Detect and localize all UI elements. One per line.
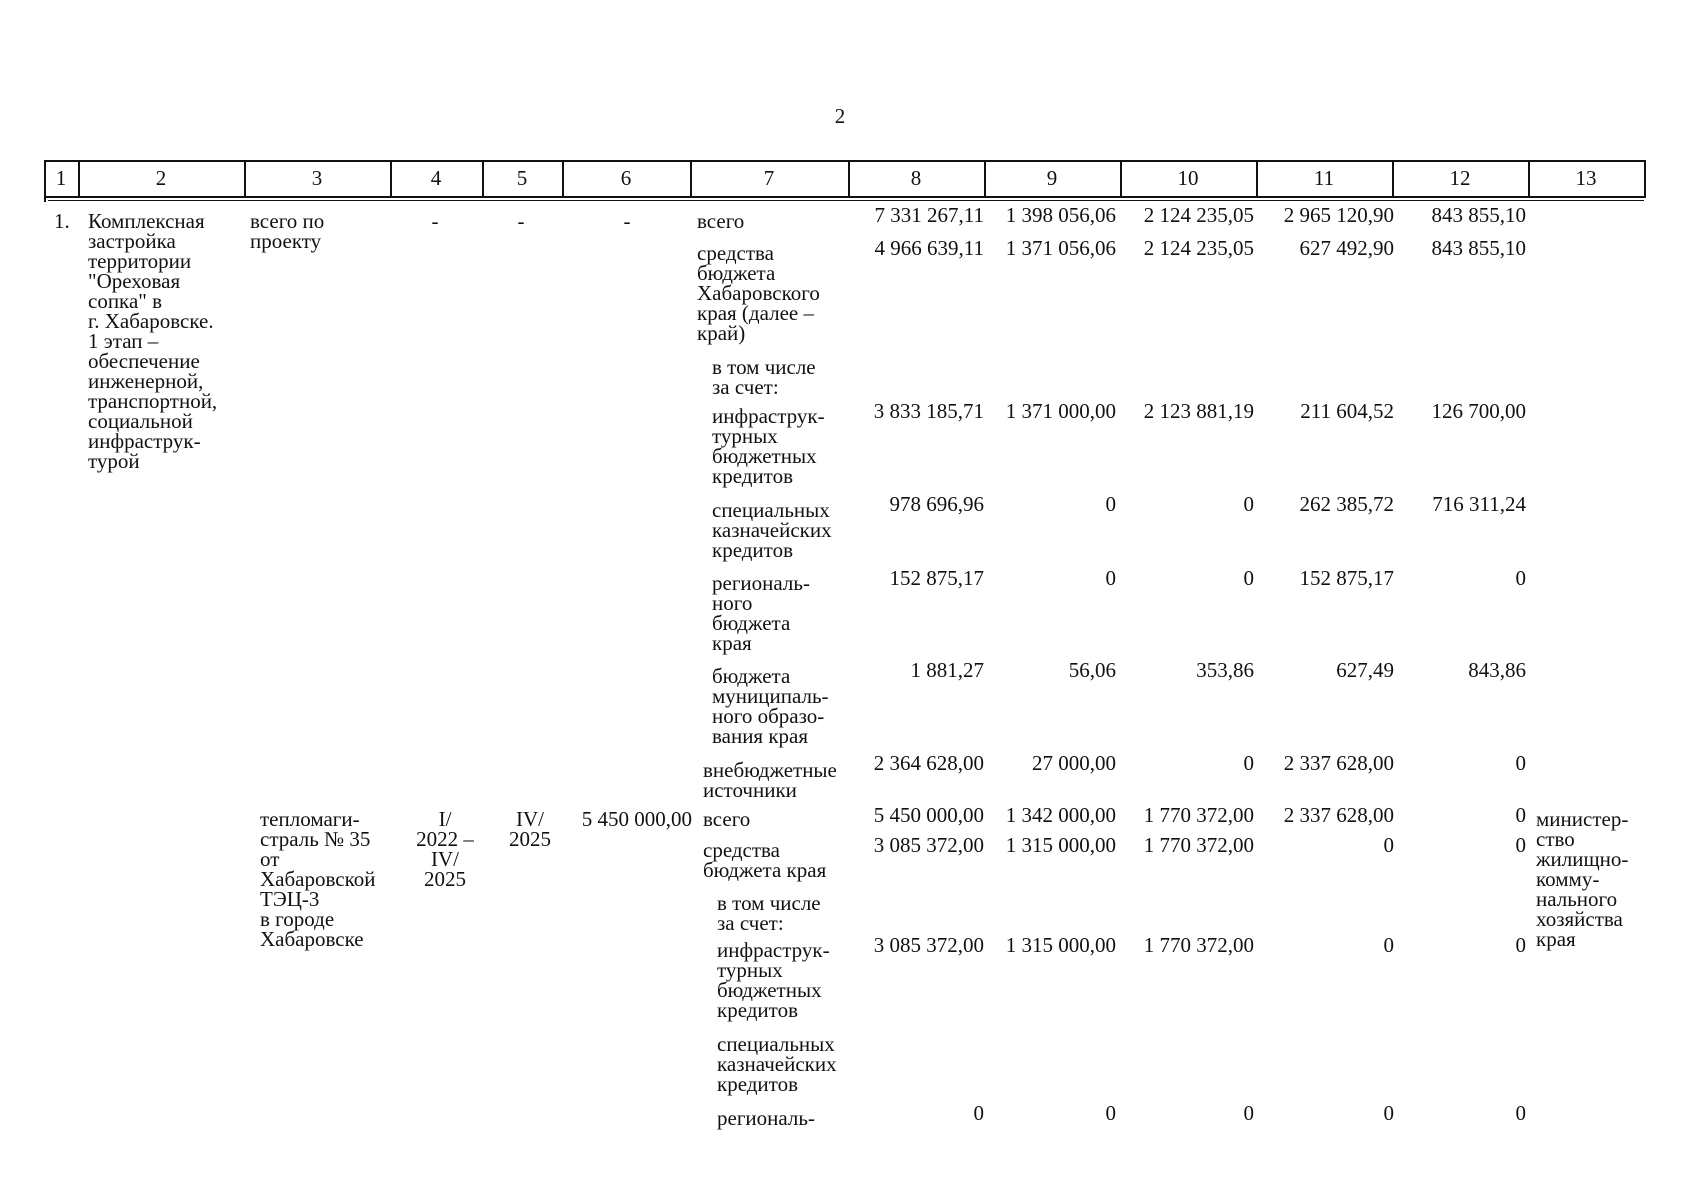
row-value-col10: 0 [1243, 566, 1254, 590]
row-value-col11: 0 [1383, 933, 1394, 957]
page-number: 2 [834, 104, 846, 128]
row-label: всего [697, 209, 745, 233]
row-value-col11: 152 875,17 [1299, 566, 1394, 590]
header-column-number: 10 [1177, 166, 1199, 190]
header-bottom-border [44, 196, 1644, 198]
row-value-col11: 627 492,90 [1299, 236, 1394, 260]
row-value-col12: 126 700,00 [1431, 399, 1526, 423]
header-column-divider [1644, 160, 1646, 198]
row-value-col9: 0 [1105, 566, 1116, 590]
row-label: бюджета муниципаль- ного образо- вания края [712, 664, 829, 748]
row-value-col10: 2 123 881,19 [1143, 399, 1254, 423]
row-label: инфраструк- турных бюджетных кредитов [712, 404, 825, 488]
row-value-col10: 1 770 372,00 [1143, 833, 1254, 857]
row-value-col8: 2 364 628,00 [873, 751, 984, 775]
row-value-col8: 3 085 372,00 [873, 833, 984, 857]
row-label: средства бюджета края [703, 838, 827, 882]
row-value-col9: 1 371 000,00 [1005, 399, 1116, 423]
row-label: специальных казначейских кредитов [717, 1032, 837, 1096]
row-value-col10: 0 [1243, 1101, 1254, 1125]
header-column-number: 4 [430, 166, 442, 190]
row-value-col10: 1 770 372,00 [1143, 933, 1254, 957]
header-column-number: 9 [1046, 166, 1058, 190]
object-start: I/ 2022 – IV/ 2025 [416, 807, 474, 891]
row-label: специальных казначейских кредитов [712, 498, 832, 562]
header-column-number: 5 [516, 166, 528, 190]
row-value-col9: 1 398 056,06 [1005, 203, 1116, 227]
row-value-col11: 2 337 628,00 [1283, 803, 1394, 827]
header-column-number: 11 [1313, 166, 1335, 190]
row-label: всего [703, 807, 751, 831]
col6-dash: - [623, 209, 631, 233]
row-value-col12: 0 [1515, 833, 1526, 857]
row-value-col8: 7 331 267,11 [874, 203, 984, 227]
col5-dash: - [517, 209, 525, 233]
row-label: региональ- ного бюджета края [712, 571, 810, 655]
row-value-col8: 978 696,96 [889, 492, 984, 516]
row-value-col11: 0 [1383, 833, 1394, 857]
row-value-col10: 2 124 235,05 [1143, 203, 1254, 227]
object-responsible: министер- ство жилищно- комму- нального хозяйства края [1536, 807, 1629, 951]
row-value-col12: 0 [1515, 1101, 1526, 1125]
header-top-border [44, 160, 1644, 162]
header-column-number: 6 [620, 166, 632, 190]
row-value-col12: 843,86 [1468, 658, 1526, 682]
project-scope: всего по проекту [250, 209, 325, 253]
row-value-col10: 353,86 [1196, 658, 1254, 682]
header-column-number: 12 [1449, 166, 1471, 190]
header-column-number: 2 [155, 166, 167, 190]
row-value-col12: 0 [1515, 751, 1526, 775]
row-value-col12: 0 [1515, 566, 1526, 590]
row-label: региональ- [717, 1106, 815, 1130]
row-value-col10: 0 [1243, 751, 1254, 775]
row-value-col11: 2 965 120,90 [1283, 203, 1394, 227]
row-value-col12: 0 [1515, 933, 1526, 957]
row-label: в том числе за счет: [712, 355, 816, 399]
col4-dash: - [431, 209, 439, 233]
project-number: 1. [54, 209, 70, 233]
header-column-number: 8 [910, 166, 922, 190]
row-value-col11: 0 [1383, 1101, 1394, 1125]
row-value-col9: 1 342 000,00 [1005, 803, 1116, 827]
row-value-col8: 1 881,27 [910, 658, 984, 682]
header-shadow [48, 200, 1644, 201]
row-label: внебюджетные источники [703, 758, 837, 802]
row-value-col11: 627,49 [1336, 658, 1394, 682]
header-column-number: 13 [1575, 166, 1597, 190]
header-column-number: 7 [763, 166, 775, 190]
object-end: IV/ 2025 [509, 807, 551, 851]
row-value-col10: 2 124 235,05 [1143, 236, 1254, 260]
row-value-col9: 1 315 000,00 [1005, 833, 1116, 857]
row-value-col9: 0 [1105, 492, 1116, 516]
row-value-col8: 0 [973, 1101, 984, 1125]
row-value-col11: 262 385,72 [1299, 492, 1394, 516]
row-value-col8: 152 875,17 [889, 566, 984, 590]
row-value-col9: 56,06 [1068, 658, 1116, 682]
row-value-col11: 211 604,52 [1300, 399, 1394, 423]
row-value-col11: 2 337 628,00 [1283, 751, 1394, 775]
header-column-number: 1 [55, 166, 67, 190]
row-label: средства бюджета Хабаровского края (далее – край) [697, 241, 820, 345]
object-cost: 5 450 000,00 [581, 807, 692, 831]
row-value-col9: 1 371 056,06 [1005, 236, 1116, 260]
row-value-col9: 0 [1105, 1101, 1116, 1125]
row-value-col12: 843 855,10 [1431, 236, 1526, 260]
row-value-col9: 1 315 000,00 [1005, 933, 1116, 957]
row-value-col8: 3 833 185,71 [873, 399, 984, 423]
row-value-col10: 0 [1243, 492, 1254, 516]
header-column-number: 3 [311, 166, 323, 190]
object-name: тепломаги- страль № 35 от Хабаровской ТЭЦ-3 в городе Хабаровске [260, 807, 376, 951]
row-value-col12: 0 [1515, 803, 1526, 827]
row-label: в том числе за счет: [717, 891, 821, 935]
row-value-col12: 843 855,10 [1431, 203, 1526, 227]
project-name: Комплексная застройка территории "Ореховая сопка" в г. Хабаровске. 1 этап – обеспечение инженерной, транспортной, социальной инфраструк- турой [88, 209, 218, 473]
row-value-col8: 5 450 000,00 [873, 803, 984, 827]
row-value-col10: 1 770 372,00 [1143, 803, 1254, 827]
row-value-col9: 27 000,00 [1032, 751, 1116, 775]
row-value-col8: 4 966 639,11 [874, 236, 984, 260]
row-value-col8: 3 085 372,00 [873, 933, 984, 957]
row-label: инфраструк- турных бюджетных кредитов [717, 938, 830, 1022]
row-value-col12: 716 311,24 [1432, 492, 1526, 516]
